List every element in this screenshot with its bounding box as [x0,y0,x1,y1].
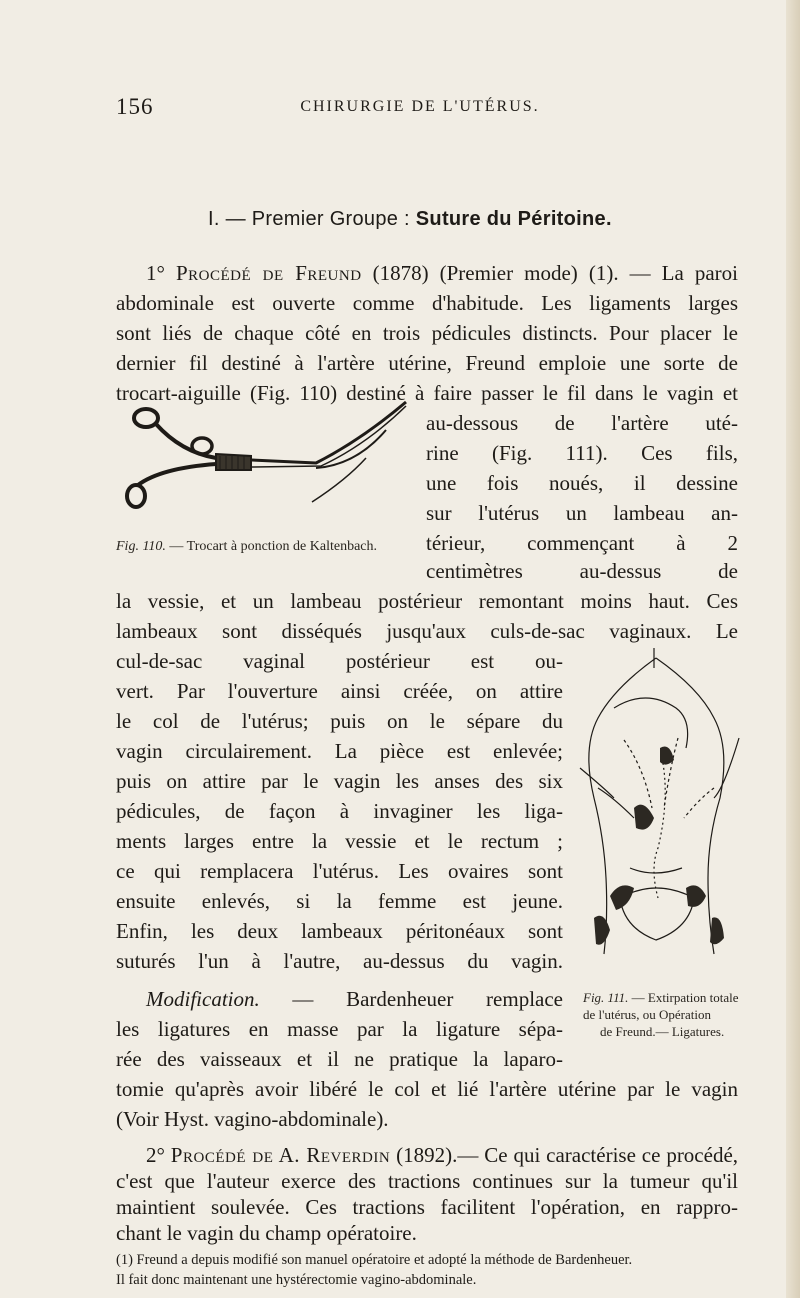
section-title [208,208,768,231]
paragraph-1-line-16: le col de l'utérus; puis on le sépare du [116,709,563,733]
footnote-line-2: Il fait donc maintenant une hystérectomie vagino-abdominale. [116,1272,477,1288]
page-number: 156 [116,94,154,119]
paragraph-1-line-6: au-dessous de l'artère uté- [426,411,738,435]
paragraph-1-line-12: la vessie, et un lambeau postérieur remontant moins haut. Ces [116,589,738,613]
paragraph-2-line-1: 2° Procédé de A. Reverdin (1892).— Ce qui caractérise ce procédé, [146,1143,739,1167]
paragraph-1-line-24: suturés l'un à l'autre, au-dessus du vagin. [116,949,563,973]
paragraph-1-line-17: vagin circulairement. La pièce est enlevée; [116,739,563,763]
figure-111-uterus-illustration [574,648,744,966]
modification-line-2: les ligatures en masse par la ligature sépa- [116,1017,563,1041]
modification-line-4: tomie qu'après avoir libéré le col et lié l'artère utérine par le vagin [116,1077,738,1101]
paragraph-1-line-3: sont liés de chaque côté en trois pédicules distincts. Pour placer le [116,321,738,345]
paragraph-1-line-9: sur l'utérus un lambeau an- [426,501,738,525]
figure-111-caption-line-1: Fig. 111. — Extirpation totale [583,990,739,1005]
paragraph-1-line-1: 1° Procédé de Freund (1878) (Premier mode) (1). — La paroi [146,261,738,285]
figure-110-trocar-illustration [116,400,416,510]
page-header [0,94,800,124]
paragraph-1-line-7: rine (Fig. 111). Ces fils, [426,441,738,465]
section-title-main: Suture du Péritoine. [415,208,612,230]
paragraph-2-line-3: maintient soulevée. Ces tractions facilitent l'opération, en rappro- [116,1195,738,1219]
footnote-line-1: (1) Freund a depuis modifié son manuel opératoire et adopté la méthode de Bardenheuer. [116,1252,633,1268]
paragraph-1-line-21: ce qui remplacera l'utérus. Les ovaires sont [116,859,563,883]
figure-111-caption-line-2: de l'utérus, ou Opération [583,1007,711,1022]
figure-111-caption-line-3: de Freund.— Ligatures. [600,1024,725,1039]
paragraph-1-line-19: pédicules, de façon à invaginer les liga- [116,799,563,823]
modification-line-5: (Voir Hyst. vagino-abdominale). [116,1107,389,1131]
paragraph-1-line-20: ments larges entre la vessie et le rectum ; [116,829,563,853]
figure-110-caption: Fig. 110. — Trocart à ponction de Kaltenbach. [116,539,378,554]
paragraph-2-line-2: c'est que l'auteur exerce des tractions continues sur la tumeur qu'il [116,1169,738,1193]
paragraph-1-line-13: lambeaux sont disséqués jusqu'aux culs-de-sac vaginaux. Le [116,619,738,643]
paragraph-1-line-5: trocart-aiguille (Fig. 110) destiné à faire passer le fil dans le vagin et [116,381,738,405]
paragraph-1-line-10: térieur, commençant à 2 [426,531,738,555]
section-title-prefix: I. — Premier Groupe : [208,208,410,230]
paragraph-1-line-18: puis on attire par le vagin les anses des six [116,769,563,793]
paragraph-1-line-11: centimètres au-dessus de [426,559,738,583]
paragraph-1-line-23: Enfin, les deux lambeaux péritonéaux sont [116,919,563,943]
modification-line-3: rée des vaisseaux et il ne pratique la laparo- [116,1047,563,1071]
paragraph-1-line-8: une fois noués, il dessine [426,471,738,495]
modification-line-1: Modification. — Bardenheuer remplace [146,987,563,1011]
paragraph-1-line-2: abdominale est ouverte comme d'habitude. Les ligaments larges [116,291,738,315]
paragraph-1-line-14: cul-de-sac vaginal postérieur est ou- [116,649,563,673]
paragraph-1-line-22: ensuite enlevés, si la femme est jeune. [116,889,563,913]
paragraph-1-line-15: vert. Par l'ouverture ainsi créée, on attire [116,679,563,703]
page-edge [786,0,800,1298]
paragraph-1-line-4: dernier fil destiné à l'artère utérine, Freund emploie une sorte de [116,351,738,375]
running-title: CHIRURGIE DE L'UTÉRUS. [300,98,540,115]
paragraph-2-line-4: chant le vagin du champ opératoire. [116,1221,417,1245]
